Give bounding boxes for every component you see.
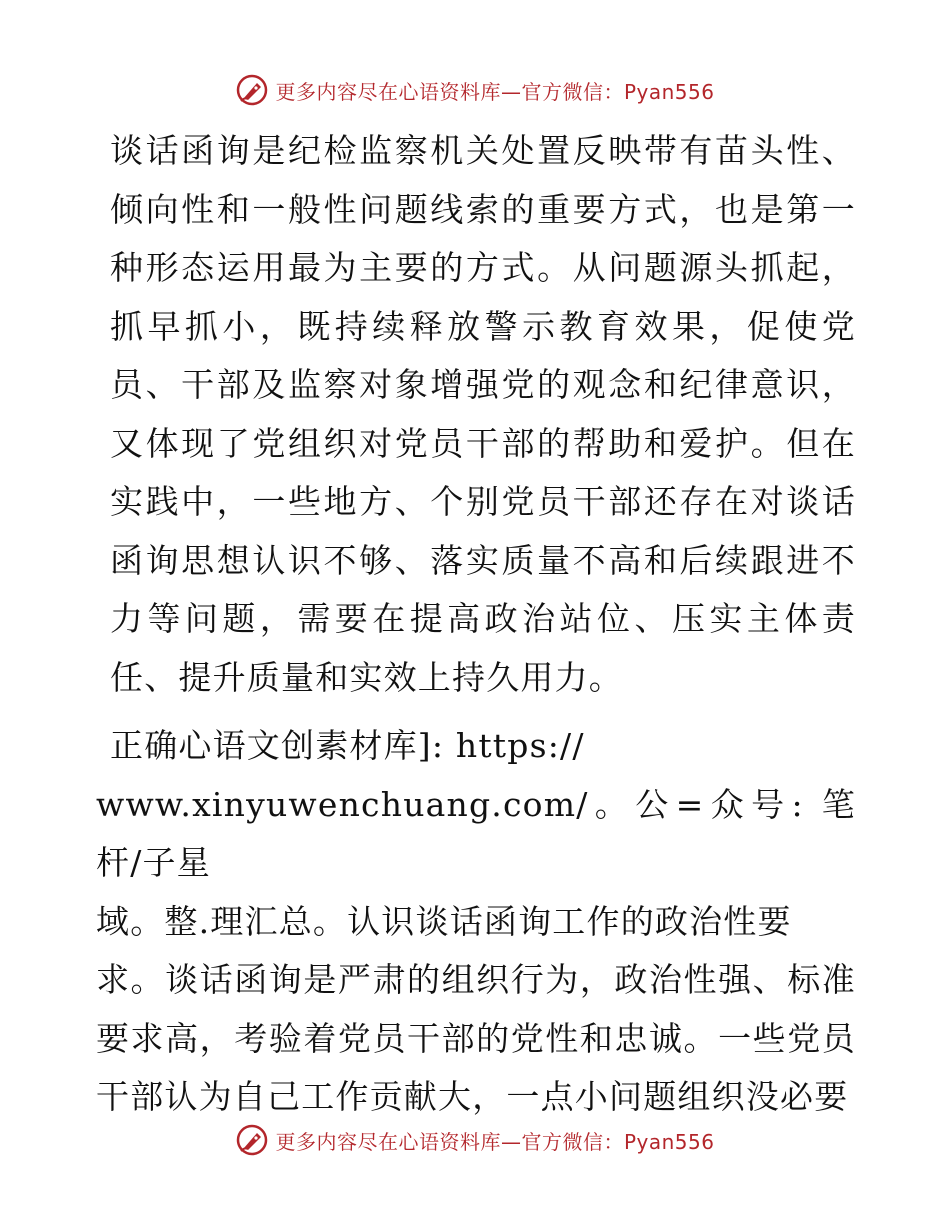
- footer-banner-content: [235, 1123, 714, 1157]
- document-body: [96, 122, 856, 1127]
- paragraph-1: 谈话函询是纪检监察机关处置反映带有苗头性、倾向性和一般性问题线索的重要方式，也是第一种形态运用最为主要的方式。从问题源头抓起，抓早抓小，既持续释放警示教育效果，促使党员、干部及监察对象增强党的观念和纪律意识，又体现了党组织对党员干部的帮助和爱护。但在实践中，一些地方、个别党员干部还存在对谈话函询思想认识不够、落实质量不高和后续跟进不力等问题，需要在提高政治站位、压实主体责任、提升质量和实效上持久用力。: [110, 131, 856, 697]
- pen-nib-logo-icon: [235, 73, 269, 107]
- header-banner-content: [235, 73, 714, 107]
- paragraph-2-rest: 求。谈话函询是严肃的组织行为，政治性强、标准要求高，考验着党员干部的党性和忠诚。一些党员干部认为自己工作贡献大，一点小问题组织没必要: [96, 960, 856, 1116]
- pen-nib-logo-icon: [235, 1123, 269, 1157]
- header-banner: [0, 70, 950, 110]
- footer-banner-text: 更多内容尽在心语资料库—官方微信：Pyan556: [275, 1129, 715, 1154]
- footer-banner: [0, 1120, 950, 1160]
- paragraph-2-line-3: 域。整.理汇总。认识谈话函询工作的政治性要: [96, 901, 792, 941]
- paragraph-2-line-1: 正确心语文创素材库]: https://: [110, 726, 585, 765]
- paragraph-2-line-2: www.xinyuwenchuang.com/。公=众号: 笔杆/子星: [96, 784, 856, 882]
- paragraph-2: [96, 717, 856, 1127]
- header-banner-text: 更多内容尽在心语资料库—官方微信：Pyan556: [275, 79, 715, 104]
